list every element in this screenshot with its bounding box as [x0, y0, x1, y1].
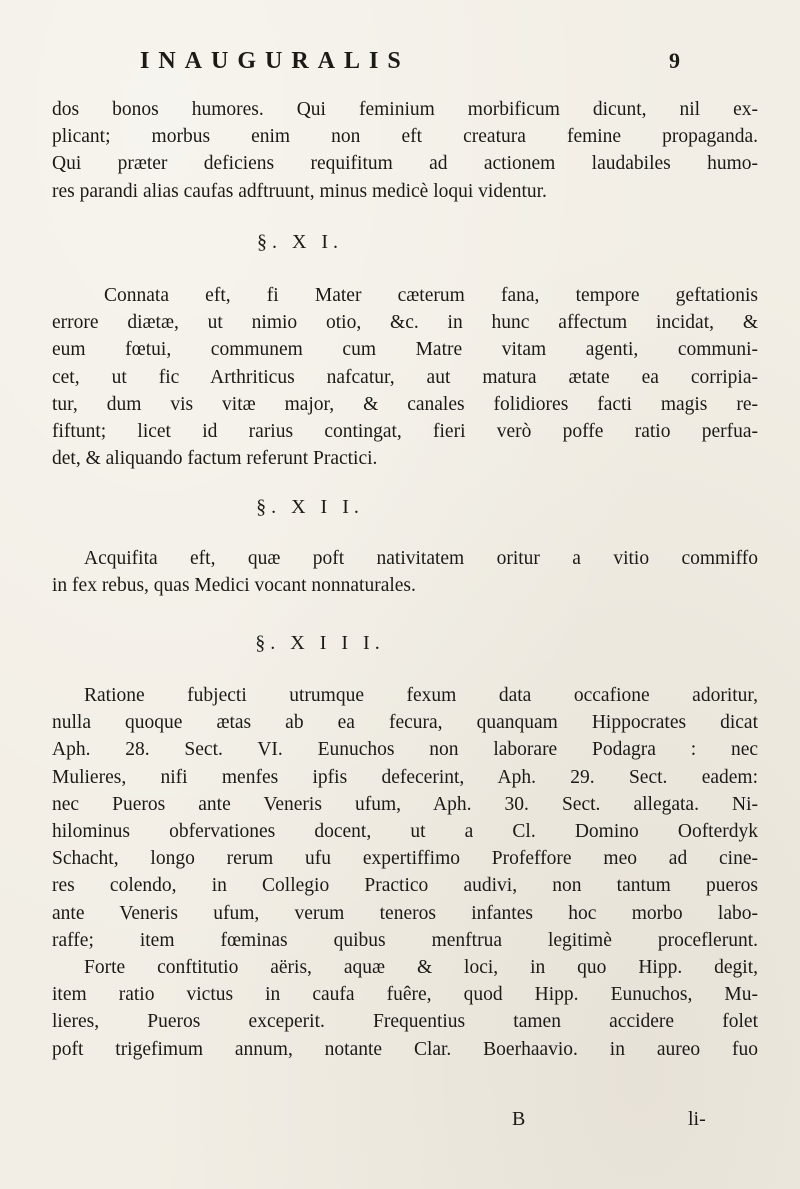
text-line: det, & aliquando factum referunt Practici.: [52, 448, 378, 470]
text-line: lieres, Pueros exceperit. Frequentius tamen accidere folet: [52, 1011, 758, 1033]
text-line: dos bonos humores. Qui feminium morbificum dicunt, nil ex-: [52, 99, 758, 120]
text-line: poft trigefimum annum, notante Clar. Boerhaavio. in aureo fuo: [52, 1038, 758, 1060]
text-line: in fex rebus, quas Medici vocant nonnaturales.: [52, 575, 416, 597]
text-line: Acquifita eft, quæ poft nativitatem oritur a vitio commiffo: [84, 548, 758, 569]
text-line: hilominus obfervationes docent, ut a Cl. Domino Oofterdyk: [52, 821, 758, 843]
text-line: fiftunt; licet id rarius contingat, fieri verò poffe ratio perfua-: [52, 421, 758, 443]
text-line: plicant; morbus enim non eft creatura femine propaganda.: [52, 126, 758, 148]
paragraph-continuation: [52, 96, 758, 205]
text-line: nec Pueros ante Veneris ufum, Aph. 30. Sect. allegata. Ni-: [52, 793, 758, 815]
text-line: raffe; item fœminas quibus menftrua legitimè proceflerunt.: [52, 929, 758, 951]
text-line: tur, dum vis vitæ major, & canales folidiores facti magis re-: [52, 393, 758, 415]
section-heading-xi: §. X I.: [256, 231, 344, 253]
paragraph-sec-xii: [52, 545, 758, 599]
text-line: Schacht, longo rerum ufu expertiffimo Profeffore meo ad cine-: [52, 848, 758, 870]
text-line: ante Veneris ufum, verum teneros infantes hoc morbo labo-: [52, 902, 758, 924]
text-line: errore diætæ, ut nimio otio, &c. in hunc affectum incidat, &: [52, 312, 758, 334]
page-number: 9: [669, 48, 680, 73]
catchword: li-: [688, 1108, 706, 1130]
text-line: cet, ut fic Arthriticus nafcatur, aut matura ætate ea corripia-: [52, 366, 758, 388]
paragraph-sec-xiii: [52, 682, 758, 1063]
text-line: Connata eft, fi Mater cæterum fana, tempore geftationis: [104, 285, 758, 306]
text-line: item ratio victus in caufa fuêre, quod Hipp. Eunuchos, Mu-: [52, 984, 758, 1006]
text-line: res colendo, in Collegio Practico audivi, non tantum pueros: [52, 875, 758, 897]
text-line: nulla quoque ætas ab ea fecura, quanquam Hippocrates dicat: [52, 712, 758, 734]
text-line: Forte conftitutio aëris, aquæ & loci, in quo Hipp. degit,: [84, 957, 758, 979]
paragraph-sec-xi: [52, 282, 758, 472]
running-head: [140, 48, 680, 78]
signature-mark: B: [512, 1108, 526, 1130]
section-heading-xiii: §. X I I I.: [255, 632, 385, 654]
text-line: Ratione fubjecti utrumque fexum data occafione adoritur,: [84, 685, 758, 706]
section-heading-xii: §. X I I.: [256, 496, 364, 518]
text-line: Qui præter deficiens requifitum ad actionem laudabiles humo-: [52, 153, 758, 175]
running-title: INAUGURALIS: [140, 48, 410, 74]
text-line: Mulieres, nifi menfes ipfis defecerint, Aph. 29. Sect. eadem:: [52, 766, 758, 788]
text-line: eum fœtui, communem cum Matre vitam agenti, communi-: [52, 339, 758, 361]
text-line: Aph. 28. Sect. VI. Eunuchos non laborare Podagra : nec: [52, 739, 758, 761]
text-line: res parandi alias caufas adftruunt, minus medicè loqui videntur.: [52, 180, 547, 202]
